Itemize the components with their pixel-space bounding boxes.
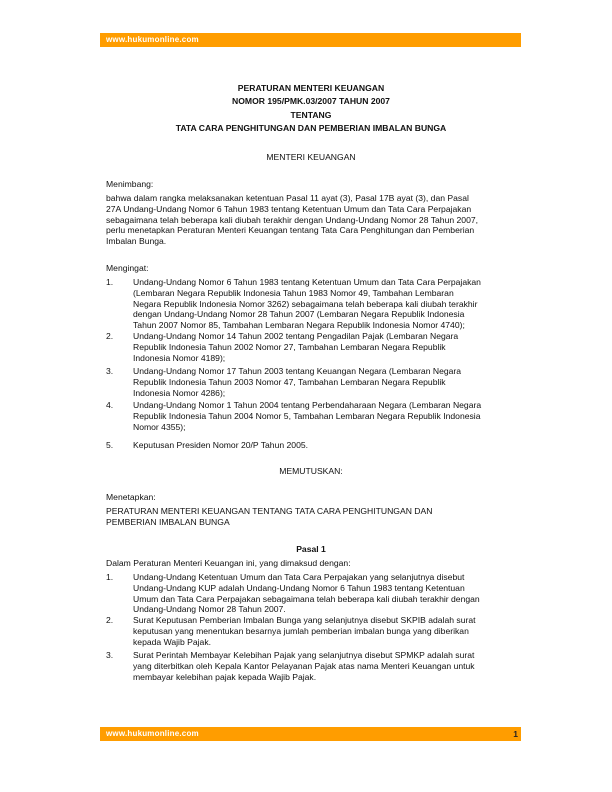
- menetapkan-label: Menetapkan:: [106, 492, 156, 502]
- list-item-line: Indonesia Nomor 4286);: [133, 387, 226, 398]
- list-item-line: Republik Indonesia Tahun 2003 Nomor 47, Tambahan Lembaran Negara Republik: [133, 376, 446, 387]
- list-item-line: Undang-Undang Nomor 28 Tahun 2007.: [133, 604, 286, 615]
- list-item-line: Negara Republik Indonesia Nomor 3262) sebagaimana telah beberapa kali diubah terakhir: [133, 298, 478, 309]
- list-item-number: 1.: [106, 277, 114, 287]
- paragraph-line: 27A Undang-Undang Nomor 6 Tahun 1983 tentang Ketentuan Umum dan Tata Cara Perpajakan: [106, 203, 472, 214]
- memutuskan-heading: MEMUTUSKAN:: [279, 466, 343, 476]
- footer-site-link[interactable]: www.hukumonline.com: [106, 729, 199, 738]
- footer-bar: [100, 727, 521, 741]
- list-item-line: yang diterbitkan oleh Kepala Kantor Pelayanan Pajak atas nama Menteri Keuangan untuk: [133, 660, 475, 671]
- list-item-number: 3.: [106, 650, 114, 660]
- page-number: 1: [513, 729, 518, 739]
- list-item-number: 3.: [106, 366, 114, 376]
- mengingat-label: Mengingat:: [106, 263, 149, 273]
- list-item-text: [133, 650, 475, 682]
- list-item-text: [133, 277, 481, 331]
- list-item-line: Undang-Undang Ketentuan Umum dan Tata Cara Perpajakan yang selanjutnya disebut: [133, 572, 465, 582]
- list-item-text: [133, 366, 461, 398]
- list-item-text: [133, 400, 481, 432]
- list-item-line: Surat Keputusan Pemberian Imbalan Bunga yang selanjutnya disebut SKPIB adalah surat: [133, 615, 476, 625]
- header-site-link[interactable]: www.hukumonline.com: [106, 35, 199, 44]
- issuer: MENTERI KEUANGAN: [266, 152, 356, 162]
- list-item-line: Undang-Undang Nomor 6 Tahun 1983 tentang Ketentuan Umum dan Tata Cara Perpajakan: [133, 277, 481, 287]
- list-item-line: membayar kelebihan pajak kepada Wajib Pajak.: [133, 671, 317, 682]
- title-line: NOMOR 195/PMK.03/2007 TAHUN 2007: [232, 96, 390, 107]
- paragraph-line: sebagaimana telah beberapa kali diubah terakhir dengan Undang-Undang Nomor 28 Tahun 2007,: [106, 214, 479, 225]
- list-item-number: 1.: [106, 572, 114, 582]
- menetapkan-text: [106, 506, 516, 528]
- menimbang-paragraph: [106, 193, 516, 247]
- paragraph-line: PERATURAN MENTERI KEUANGAN TENTANG TATA CARA PENGHITUNGAN DAN: [106, 506, 433, 516]
- pasal-heading: Pasal 1: [296, 544, 326, 554]
- list-item-line: (Lembaran Negara Republik Indonesia Tahun 1983 Nomor 49, Tambahan Lembaran: [133, 287, 454, 298]
- list-item-number: 2.: [106, 615, 114, 625]
- list-item-text: [133, 572, 480, 615]
- title-line: TATA CARA PENGHITUNGAN DAN PEMBERIAN IMBALAN BUNGA: [175, 123, 447, 134]
- list-item-line: Surat Perintah Membayar Kelebihan Pajak yang selanjutnya disebut SPMKP adalah surat: [133, 650, 475, 660]
- list-item-line: Republik Indonesia Tahun 2004 Nomor 5, Tambahan Lembaran Negara Republik Indonesia: [133, 410, 481, 421]
- paragraph-line: bahwa dalam rangka melaksanakan ketentuan Pasal 11 ayat (3), Pasal 17B ayat (3), dan Pasal: [106, 193, 469, 203]
- list-item-line: Umum dan Tata Cara Perpajakan sebagaimana telah beberapa kali diubah terakhir dengan: [133, 593, 480, 604]
- menimbang-label: Menimbang:: [106, 179, 154, 189]
- list-item-line: dengan Undang-Undang Nomor 28 Tahun 2007 (Lembaran Negara Republik Indonesia: [133, 309, 465, 320]
- list-item-line: Keputusan Presiden Nomor 20/P Tahun 2005.: [133, 440, 309, 450]
- list-item-line: Undang-Undang Nomor 17 Tahun 2003 tentang Keuangan Negara (Lembaran Negara: [133, 366, 462, 376]
- list-item-line: Undang-Undang Nomor 14 Tahun 2002 tentang Pengadilan Pajak (Lembaran Negara: [133, 331, 459, 341]
- paragraph-line: perlu menetapkan Peraturan Menteri Keuangan tentang Tata Cara Penghitungan dan Pemberian: [106, 225, 475, 236]
- title-line: TENTANG: [290, 109, 332, 120]
- list-item-line: Undang-Undang Nomor 1 Tahun 2004 tentang Perbendaharaan Negara (Lembaran Negara: [133, 400, 482, 410]
- pasal-intro: Dalam Peraturan Menteri Keuangan ini, yang dimaksud dengan:: [106, 558, 351, 568]
- list-item-line: kepada Wajib Pajak.: [133, 636, 212, 647]
- list-item-text: [133, 331, 458, 363]
- list-item-text: [133, 615, 476, 647]
- list-item-text: [133, 440, 308, 451]
- paragraph-line: Imbalan Bunga.: [106, 236, 167, 247]
- list-item-line: keputusan yang menentukan besarnya jumlah pemberian imbalan bunga yang diberikan: [133, 625, 469, 636]
- list-item-line: Nomor 4355);: [133, 421, 186, 432]
- list-item-line: Republik Indonesia Tahun 2002 Nomor 27, Tambahan Lembaran Negara Republik: [133, 341, 446, 352]
- list-item-number: 4.: [106, 400, 114, 410]
- document-title: [106, 82, 516, 136]
- list-item-line: Indonesia Nomor 4189);: [133, 352, 226, 363]
- title-line: PERATURAN MENTERI KEUANGAN: [237, 83, 385, 93]
- list-item-number: 5.: [106, 440, 114, 450]
- list-item-line: Undang-Undang KUP adalah Undang-Undang Nomor 6 Tahun 1983 tentang Ketentuan: [133, 582, 465, 593]
- header-bar: [100, 33, 521, 47]
- list-item-number: 2.: [106, 331, 114, 341]
- list-item-line: Tahun 2007 Nomor 85, Tambahan Lembaran Negara Republik Indonesia Nomor 4740);: [133, 320, 465, 331]
- paragraph-line: PEMBERIAN IMBALAN BUNGA: [106, 516, 230, 527]
